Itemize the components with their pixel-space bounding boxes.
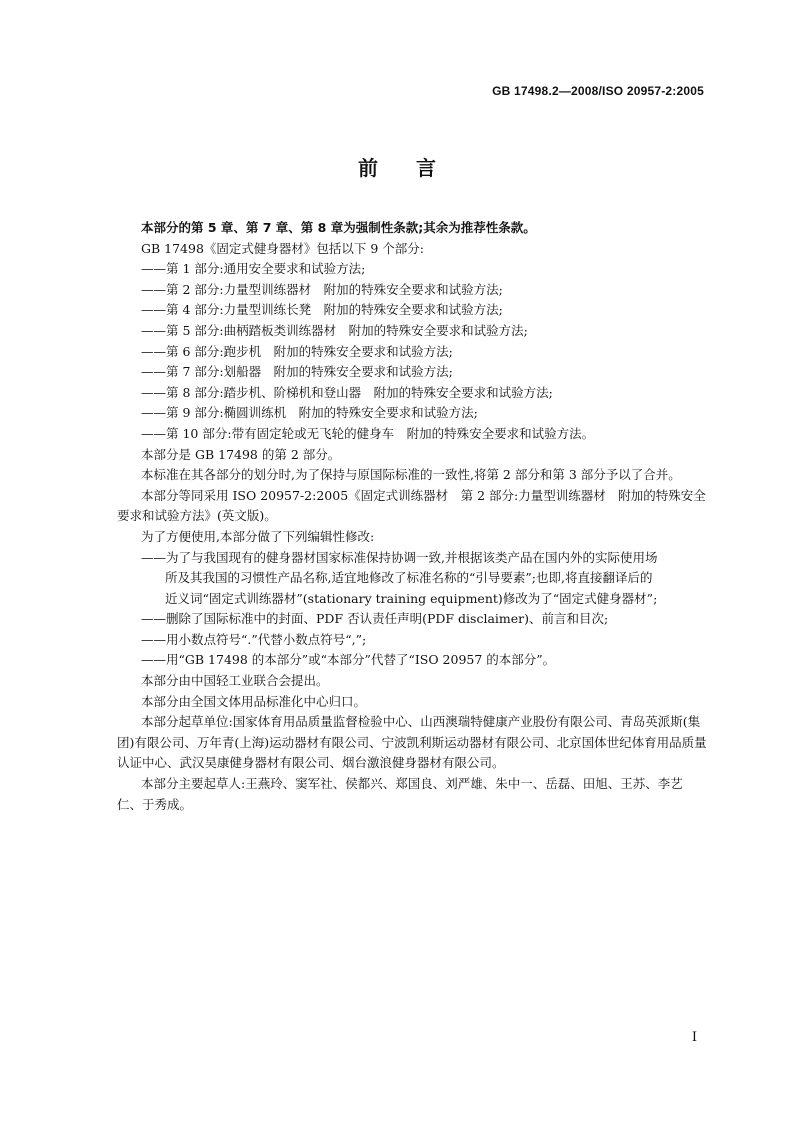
edit-item-2: ——删除了国际标准中的封面、PDF 否认责任声明(PDF disclaimer)、前言和目次; xyxy=(141,611,609,627)
centralizer-note: 本部分由全国文体用品标准化中心归口。 xyxy=(141,693,367,709)
part-item: ——第 4 部分:力量型训练长凳 附加的特殊安全要求和试验方法; xyxy=(141,302,503,318)
page-number: I xyxy=(691,1030,697,1045)
edit-item-3: ——用小数点符号“.”代替小数点符号“,”; xyxy=(141,631,367,647)
edit-item-1-line-3: 近义词“固定式训练器材”(stationary training equipment)修改为了“固定式健身器材”; xyxy=(165,590,658,606)
edit-item-1-line-1: ——为了与我国现有的健身器材国家标准保持协调一致,并根据该类产品在国内外的实际使用场 xyxy=(141,549,658,565)
division-note: 本标准在其各部分的划分时,为了保持与原国际标准的一致性,将第 2 部分和第 3 部分予以了合并。 xyxy=(141,467,681,483)
part-statement: 本部分是 GB 17498 的第 2 部分。 xyxy=(141,446,341,462)
part-item: ——第 7 部分:划船器 附加的特殊安全要求和试验方法; xyxy=(141,364,453,380)
parts-intro: GB 17498《固定式健身器材》包括以下 9 个部分: xyxy=(141,240,425,256)
standard-id-header: GB 17498.2—2008/ISO 20957-2:2005 xyxy=(492,84,704,98)
drafting-units: 本部分起草单位:国家体育用品质量监督检验中心、山西澳瑞特健康产业股份有限公司、青岛英派斯(集团)有限公司、万年青(上海)运动器材有限公司、宁波凯利斯运动器材有限公司、北京国体世纪体育用品质量认证中心、武汉昊康健身器材有限公司、烟台激浪健身器材有限公司。 xyxy=(117,714,707,771)
part-item: ——第 1 部分:通用安全要求和试验方法; xyxy=(141,261,366,277)
part-item: ——第 9 部分:椭圆训练机 附加的特殊安全要求和试验方法; xyxy=(141,405,478,421)
part-item: ——第 2 部分:力量型训练器材 附加的特殊安全要求和试验方法; xyxy=(141,281,503,297)
part-item: ——第 5 部分:曲柄踏板类训练器材 附加的特殊安全要求和试验方法; xyxy=(141,322,528,338)
part-item: ——第 8 部分:踏步机、阶梯机和登山器 附加的特殊安全要求和试验方法; xyxy=(141,384,553,400)
proposer-note: 本部分由中国轻工业联合会提出。 xyxy=(141,673,329,689)
adoption-note: 本部分等同采用 ISO 20957-2:2005《固定式训练器材 第 2 部分:力量型训练器材 附加的特殊安全要求和试验方法》(英文版)。 xyxy=(117,487,706,524)
part-item: ——第 6 部分:跑步机 附加的特殊安全要求和试验方法; xyxy=(141,343,453,359)
edit-item-4: ——用“GB 17498 的本部分”或“本部分”代替了“ISO 20957 的本部分”。 xyxy=(141,652,556,668)
drafters: 本部分主要起草人:王燕玲、窦军社、侯都兴、郑国良、刘严雄、朱中一、岳磊、田旭、王苏、李艺仁、于秀成。 xyxy=(117,776,683,812)
mandatory-clause-note: 本部分的第 5 章、第 7 章、第 8 章为强制性条款;其余为推荐性条款。 xyxy=(141,220,536,235)
page-title: 前言 xyxy=(358,156,474,180)
part-item: ——第 10 部分:带有固定轮或无飞轮的健身车 附加的特殊安全要求和试验方法。 xyxy=(141,425,595,441)
edit-item-1-line-2: 所及其我国的习惯性产品名称,适宜地修改了标准名称的“引导要素”;也即,将直接翻译后的 xyxy=(165,570,653,586)
document-body xyxy=(117,218,707,815)
edits-intro: 为了方便使用,本部分做了下列编辑性修改: xyxy=(141,528,375,544)
